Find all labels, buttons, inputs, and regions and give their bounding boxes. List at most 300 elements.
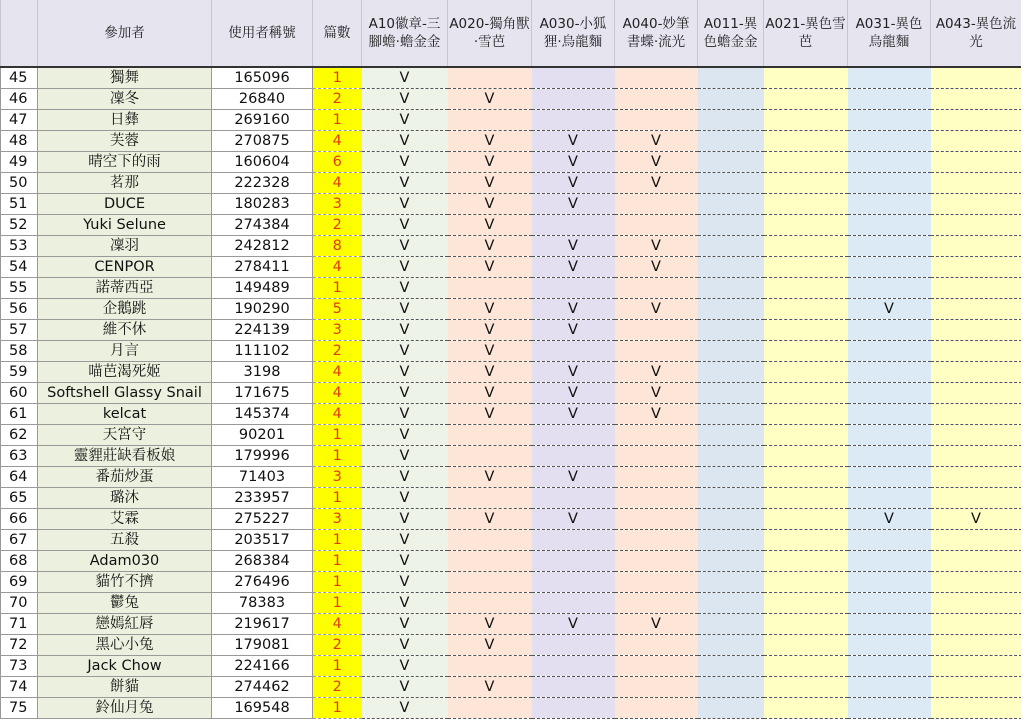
badge-cell-6[interactable] [848, 635, 931, 656]
participant-name-cell[interactable]: 餅貓 [38, 677, 212, 698]
badge-cell-4[interactable] [698, 509, 764, 530]
row-number-cell[interactable]: 69 [1, 572, 38, 593]
participant-name-cell[interactable]: CENPOR [38, 257, 212, 278]
badge-cell-7[interactable] [931, 67, 1021, 89]
badge-cell-4[interactable] [698, 236, 764, 257]
badge-cell-3[interactable]: V [615, 236, 698, 257]
badge-cell-6[interactable] [848, 425, 931, 446]
badge-cell-3[interactable] [615, 635, 698, 656]
badge-cell-1[interactable] [448, 698, 532, 719]
badge-cell-1[interactable]: V [448, 89, 532, 110]
badge-cell-3[interactable]: V [615, 362, 698, 383]
participant-name-cell[interactable]: 鈴仙月兔 [38, 698, 212, 719]
badge-cell-1[interactable]: V [448, 236, 532, 257]
badge-cell-5[interactable] [764, 467, 848, 488]
badge-cell-0[interactable]: V [362, 446, 448, 467]
user-id-cell[interactable]: 71403 [212, 467, 313, 488]
participant-name-cell[interactable]: 日彝 [38, 110, 212, 131]
post-count-cell[interactable]: 2 [313, 635, 362, 656]
badge-cell-5[interactable] [764, 131, 848, 152]
badge-cell-6[interactable] [848, 614, 931, 635]
badge-cell-4[interactable] [698, 488, 764, 509]
badge-cell-0[interactable]: V [362, 593, 448, 614]
badge-cell-1[interactable]: V [448, 509, 532, 530]
badge-cell-6[interactable] [848, 551, 931, 572]
post-count-cell[interactable]: 8 [313, 236, 362, 257]
badge-cell-7[interactable] [931, 446, 1021, 467]
participant-name-cell[interactable]: Adam030 [38, 551, 212, 572]
badge-cell-7[interactable] [931, 341, 1021, 362]
participant-name-cell[interactable]: 天宮守 [38, 425, 212, 446]
participant-name-cell[interactable]: 獨舞 [38, 67, 212, 89]
badge-cell-4[interactable] [698, 551, 764, 572]
badge-cell-6[interactable] [848, 89, 931, 110]
badge-cell-1[interactable] [448, 278, 532, 299]
badge-cell-4[interactable] [698, 530, 764, 551]
badge-cell-3[interactable] [615, 425, 698, 446]
badge-cell-5[interactable] [764, 110, 848, 131]
user-id-cell[interactable]: 165096 [212, 67, 313, 89]
row-number-cell[interactable]: 66 [1, 509, 38, 530]
badge-cell-4[interactable] [698, 89, 764, 110]
post-count-cell[interactable]: 1 [313, 446, 362, 467]
badge-cell-3[interactable] [615, 593, 698, 614]
badge-cell-0[interactable]: V [362, 656, 448, 677]
post-count-cell[interactable]: 3 [313, 509, 362, 530]
participant-name-cell[interactable]: Softshell Glassy Snail [38, 383, 212, 404]
badge-cell-2[interactable] [532, 341, 615, 362]
badge-cell-7[interactable] [931, 278, 1021, 299]
row-number-cell[interactable]: 55 [1, 278, 38, 299]
user-id-cell[interactable]: 242812 [212, 236, 313, 257]
badge-cell-3[interactable] [615, 215, 698, 236]
row-number-cell[interactable]: 60 [1, 383, 38, 404]
badge-cell-4[interactable] [698, 698, 764, 719]
badge-cell-7[interactable] [931, 89, 1021, 110]
row-number-cell[interactable]: 64 [1, 467, 38, 488]
column-header-10[interactable]: A031-異色烏龍麵 [848, 0, 931, 67]
badge-cell-1[interactable]: V [448, 152, 532, 173]
row-number-cell[interactable]: 47 [1, 110, 38, 131]
badge-cell-2[interactable] [532, 656, 615, 677]
badge-cell-4[interactable] [698, 656, 764, 677]
badge-cell-0[interactable]: V [362, 572, 448, 593]
badge-cell-2[interactable]: V [532, 614, 615, 635]
badge-cell-4[interactable] [698, 131, 764, 152]
badge-cell-4[interactable] [698, 152, 764, 173]
badge-cell-7[interactable] [931, 404, 1021, 425]
badge-cell-1[interactable] [448, 593, 532, 614]
badge-cell-5[interactable] [764, 425, 848, 446]
user-id-cell[interactable]: 26840 [212, 89, 313, 110]
participant-name-cell[interactable]: 喵芭渴死姬 [38, 362, 212, 383]
badge-cell-3[interactable] [615, 446, 698, 467]
column-header-3[interactable]: 篇數 [313, 0, 362, 67]
badge-cell-4[interactable] [698, 215, 764, 236]
badge-cell-2[interactable] [532, 635, 615, 656]
badge-cell-6[interactable] [848, 67, 931, 89]
badge-cell-0[interactable]: V [362, 425, 448, 446]
badge-cell-1[interactable]: V [448, 299, 532, 320]
participant-name-cell[interactable]: 芙蓉 [38, 131, 212, 152]
participant-name-cell[interactable]: 戀嫣紅唇 [38, 614, 212, 635]
column-header-1[interactable]: 參加者 [38, 0, 212, 67]
post-count-cell[interactable]: 1 [313, 425, 362, 446]
user-id-cell[interactable]: 224166 [212, 656, 313, 677]
badge-cell-3[interactable]: V [615, 131, 698, 152]
badge-cell-1[interactable]: V [448, 257, 532, 278]
post-count-cell[interactable]: 1 [313, 530, 362, 551]
user-id-cell[interactable]: 90201 [212, 425, 313, 446]
badge-cell-3[interactable] [615, 551, 698, 572]
badge-cell-1[interactable]: V [448, 635, 532, 656]
badge-cell-6[interactable] [848, 320, 931, 341]
badge-cell-0[interactable]: V [362, 551, 448, 572]
badge-cell-5[interactable] [764, 320, 848, 341]
participant-name-cell[interactable]: 茗那 [38, 173, 212, 194]
post-count-cell[interactable]: 4 [313, 383, 362, 404]
badge-cell-2[interactable] [532, 698, 615, 719]
badge-cell-4[interactable] [698, 677, 764, 698]
badge-cell-2[interactable]: V [532, 299, 615, 320]
participant-name-cell[interactable]: 月言 [38, 341, 212, 362]
badge-cell-6[interactable] [848, 446, 931, 467]
participant-name-cell[interactable]: 企鵝跳 [38, 299, 212, 320]
badge-cell-2[interactable]: V [532, 257, 615, 278]
badge-cell-5[interactable] [764, 698, 848, 719]
participant-name-cell[interactable]: Jack Chow [38, 656, 212, 677]
badge-cell-2[interactable]: V [532, 194, 615, 215]
row-number-cell[interactable]: 46 [1, 89, 38, 110]
badge-cell-6[interactable] [848, 572, 931, 593]
badge-cell-7[interactable] [931, 173, 1021, 194]
badge-cell-6[interactable] [848, 488, 931, 509]
user-id-cell[interactable]: 276496 [212, 572, 313, 593]
badge-cell-3[interactable] [615, 110, 698, 131]
column-header-0[interactable] [1, 0, 38, 67]
badge-cell-4[interactable] [698, 110, 764, 131]
badge-cell-3[interactable] [615, 488, 698, 509]
badge-cell-0[interactable]: V [362, 341, 448, 362]
column-header-8[interactable]: A011-異色蟾金金 [698, 0, 764, 67]
user-id-cell[interactable]: 268384 [212, 551, 313, 572]
badge-cell-3[interactable] [615, 341, 698, 362]
row-number-cell[interactable]: 73 [1, 656, 38, 677]
row-number-cell[interactable]: 53 [1, 236, 38, 257]
row-number-cell[interactable]: 59 [1, 362, 38, 383]
badge-cell-6[interactable] [848, 593, 931, 614]
badge-cell-2[interactable]: V [532, 320, 615, 341]
badge-cell-2[interactable] [532, 89, 615, 110]
badge-cell-3[interactable] [615, 677, 698, 698]
badge-cell-7[interactable] [931, 677, 1021, 698]
badge-cell-3[interactable] [615, 89, 698, 110]
column-header-7[interactable]: A040-妙筆書蝶·流光 [615, 0, 698, 67]
badge-cell-3[interactable]: V [615, 152, 698, 173]
badge-cell-0[interactable]: V [362, 152, 448, 173]
badge-cell-2[interactable]: V [532, 173, 615, 194]
badge-cell-0[interactable]: V [362, 110, 448, 131]
user-id-cell[interactable]: 278411 [212, 257, 313, 278]
badge-cell-0[interactable]: V [362, 404, 448, 425]
badge-cell-7[interactable]: V [931, 509, 1021, 530]
badge-cell-7[interactable] [931, 572, 1021, 593]
participant-name-cell[interactable]: 艾霖 [38, 509, 212, 530]
participant-name-cell[interactable]: Yuki Selune [38, 215, 212, 236]
badge-cell-5[interactable] [764, 635, 848, 656]
post-count-cell[interactable]: 1 [313, 593, 362, 614]
badge-cell-0[interactable]: V [362, 131, 448, 152]
badge-cell-1[interactable]: V [448, 194, 532, 215]
badge-cell-4[interactable] [698, 341, 764, 362]
badge-cell-5[interactable] [764, 89, 848, 110]
badge-cell-1[interactable]: V [448, 320, 532, 341]
badge-cell-5[interactable] [764, 593, 848, 614]
badge-cell-3[interactable] [615, 656, 698, 677]
badge-cell-2[interactable] [532, 677, 615, 698]
badge-cell-6[interactable] [848, 656, 931, 677]
row-number-cell[interactable]: 61 [1, 404, 38, 425]
badge-cell-0[interactable]: V [362, 236, 448, 257]
user-id-cell[interactable]: 233957 [212, 488, 313, 509]
badge-cell-0[interactable]: V [362, 67, 448, 89]
badge-cell-2[interactable]: V [532, 509, 615, 530]
row-number-cell[interactable]: 51 [1, 194, 38, 215]
badge-cell-6[interactable] [848, 152, 931, 173]
badge-cell-6[interactable] [848, 236, 931, 257]
user-id-cell[interactable]: 169548 [212, 698, 313, 719]
column-header-9[interactable]: A021-異色雪芭 [764, 0, 848, 67]
badge-cell-1[interactable]: V [448, 383, 532, 404]
badge-cell-1[interactable] [448, 530, 532, 551]
user-id-cell[interactable]: 78383 [212, 593, 313, 614]
post-count-cell[interactable]: 1 [313, 67, 362, 89]
badge-cell-4[interactable] [698, 257, 764, 278]
badge-cell-1[interactable]: V [448, 341, 532, 362]
badge-cell-0[interactable]: V [362, 383, 448, 404]
row-number-cell[interactable]: 49 [1, 152, 38, 173]
badge-cell-1[interactable] [448, 572, 532, 593]
row-number-cell[interactable]: 57 [1, 320, 38, 341]
badge-cell-6[interactable] [848, 383, 931, 404]
post-count-cell[interactable]: 1 [313, 488, 362, 509]
badge-cell-7[interactable] [931, 656, 1021, 677]
badge-cell-4[interactable] [698, 383, 764, 404]
row-number-cell[interactable]: 62 [1, 425, 38, 446]
badge-cell-2[interactable] [532, 593, 615, 614]
post-count-cell[interactable]: 6 [313, 152, 362, 173]
column-header-6[interactable]: A030-小狐狸·烏龍麵 [532, 0, 615, 67]
badge-cell-7[interactable] [931, 152, 1021, 173]
badge-cell-0[interactable]: V [362, 530, 448, 551]
badge-cell-0[interactable]: V [362, 614, 448, 635]
post-count-cell[interactable]: 5 [313, 299, 362, 320]
badge-cell-7[interactable] [931, 257, 1021, 278]
badge-cell-0[interactable]: V [362, 362, 448, 383]
post-count-cell[interactable]: 3 [313, 194, 362, 215]
badge-cell-2[interactable]: V [532, 152, 615, 173]
badge-cell-5[interactable] [764, 257, 848, 278]
badge-cell-2[interactable]: V [532, 404, 615, 425]
badge-cell-4[interactable] [698, 299, 764, 320]
post-count-cell[interactable]: 1 [313, 656, 362, 677]
badge-cell-5[interactable] [764, 383, 848, 404]
badge-cell-1[interactable]: V [448, 131, 532, 152]
badge-cell-1[interactable]: V [448, 677, 532, 698]
badge-cell-6[interactable] [848, 257, 931, 278]
post-count-cell[interactable]: 1 [313, 110, 362, 131]
badge-cell-4[interactable] [698, 194, 764, 215]
badge-cell-5[interactable] [764, 488, 848, 509]
row-number-cell[interactable]: 75 [1, 698, 38, 719]
row-number-cell[interactable]: 71 [1, 614, 38, 635]
user-id-cell[interactable]: 274462 [212, 677, 313, 698]
badge-cell-4[interactable] [698, 173, 764, 194]
badge-cell-5[interactable] [764, 530, 848, 551]
badge-cell-1[interactable]: V [448, 404, 532, 425]
badge-cell-3[interactable]: V [615, 173, 698, 194]
badge-cell-1[interactable]: V [448, 173, 532, 194]
row-number-cell[interactable]: 68 [1, 551, 38, 572]
badge-cell-5[interactable] [764, 194, 848, 215]
post-count-cell[interactable]: 1 [313, 278, 362, 299]
badge-cell-1[interactable] [448, 656, 532, 677]
badge-cell-0[interactable]: V [362, 215, 448, 236]
badge-cell-3[interactable] [615, 320, 698, 341]
participant-name-cell[interactable]: kelcat [38, 404, 212, 425]
badge-cell-3[interactable] [615, 278, 698, 299]
badge-cell-5[interactable] [764, 152, 848, 173]
user-id-cell[interactable]: 179081 [212, 635, 313, 656]
badge-cell-4[interactable] [698, 404, 764, 425]
badge-cell-2[interactable]: V [532, 236, 615, 257]
badge-cell-3[interactable] [615, 467, 698, 488]
badge-cell-6[interactable] [848, 467, 931, 488]
badge-cell-0[interactable]: V [362, 635, 448, 656]
badge-cell-4[interactable] [698, 320, 764, 341]
badge-cell-1[interactable] [448, 446, 532, 467]
badge-cell-7[interactable] [931, 215, 1021, 236]
post-count-cell[interactable]: 2 [313, 341, 362, 362]
post-count-cell[interactable]: 4 [313, 131, 362, 152]
user-id-cell[interactable]: 274384 [212, 215, 313, 236]
badge-cell-3[interactable]: V [615, 257, 698, 278]
participant-name-cell[interactable]: 貓竹不擠 [38, 572, 212, 593]
user-id-cell[interactable]: 160604 [212, 152, 313, 173]
badge-cell-2[interactable] [532, 215, 615, 236]
badge-cell-7[interactable] [931, 194, 1021, 215]
badge-cell-7[interactable] [931, 551, 1021, 572]
badge-cell-3[interactable]: V [615, 383, 698, 404]
participant-name-cell[interactable]: 黑心小兔 [38, 635, 212, 656]
badge-cell-6[interactable] [848, 530, 931, 551]
row-number-cell[interactable]: 48 [1, 131, 38, 152]
badge-cell-6[interactable] [848, 404, 931, 425]
badge-cell-3[interactable] [615, 698, 698, 719]
user-id-cell[interactable]: 219617 [212, 614, 313, 635]
post-count-cell[interactable]: 2 [313, 677, 362, 698]
badge-cell-4[interactable] [698, 425, 764, 446]
badge-cell-7[interactable] [931, 320, 1021, 341]
badge-cell-7[interactable] [931, 362, 1021, 383]
badge-cell-7[interactable] [931, 236, 1021, 257]
badge-cell-6[interactable] [848, 341, 931, 362]
post-count-cell[interactable]: 4 [313, 362, 362, 383]
badge-cell-5[interactable] [764, 173, 848, 194]
post-count-cell[interactable]: 1 [313, 698, 362, 719]
badge-cell-2[interactable] [532, 551, 615, 572]
badge-cell-2[interactable]: V [532, 362, 615, 383]
badge-cell-1[interactable] [448, 551, 532, 572]
user-id-cell[interactable]: 190290 [212, 299, 313, 320]
badge-cell-5[interactable] [764, 572, 848, 593]
participant-name-cell[interactable]: 璐沐 [38, 488, 212, 509]
badge-cell-0[interactable]: V [362, 320, 448, 341]
badge-cell-2[interactable] [532, 488, 615, 509]
badge-cell-0[interactable]: V [362, 257, 448, 278]
badge-cell-6[interactable] [848, 278, 931, 299]
badge-cell-3[interactable] [615, 572, 698, 593]
badge-cell-2[interactable] [532, 110, 615, 131]
badge-cell-5[interactable] [764, 446, 848, 467]
row-number-cell[interactable]: 63 [1, 446, 38, 467]
badge-cell-6[interactable] [848, 194, 931, 215]
row-number-cell[interactable]: 50 [1, 173, 38, 194]
badge-cell-1[interactable] [448, 425, 532, 446]
post-count-cell[interactable]: 4 [313, 614, 362, 635]
post-count-cell[interactable]: 4 [313, 404, 362, 425]
badge-cell-4[interactable] [698, 278, 764, 299]
badge-cell-1[interactable]: V [448, 362, 532, 383]
badge-cell-6[interactable] [848, 131, 931, 152]
badge-cell-7[interactable] [931, 467, 1021, 488]
badge-cell-6[interactable] [848, 698, 931, 719]
column-header-4[interactable]: A10徽章-三腳蟾·蟾金金 [362, 0, 448, 67]
badge-cell-5[interactable] [764, 677, 848, 698]
user-id-cell[interactable]: 203517 [212, 530, 313, 551]
badge-cell-6[interactable]: V [848, 509, 931, 530]
row-number-cell[interactable]: 72 [1, 635, 38, 656]
badge-cell-5[interactable] [764, 341, 848, 362]
badge-cell-7[interactable] [931, 488, 1021, 509]
user-id-cell[interactable]: 171675 [212, 383, 313, 404]
badge-cell-0[interactable]: V [362, 509, 448, 530]
badge-cell-0[interactable]: V [362, 278, 448, 299]
badge-cell-3[interactable] [615, 530, 698, 551]
row-number-cell[interactable]: 65 [1, 488, 38, 509]
badge-cell-6[interactable] [848, 215, 931, 236]
badge-cell-0[interactable]: V [362, 194, 448, 215]
row-number-cell[interactable]: 74 [1, 677, 38, 698]
badge-cell-4[interactable] [698, 446, 764, 467]
badge-cell-7[interactable] [931, 593, 1021, 614]
badge-cell-5[interactable] [764, 215, 848, 236]
badge-cell-2[interactable] [532, 67, 615, 89]
badge-cell-0[interactable]: V [362, 467, 448, 488]
badge-cell-5[interactable] [764, 509, 848, 530]
row-number-cell[interactable]: 54 [1, 257, 38, 278]
badge-cell-3[interactable]: V [615, 404, 698, 425]
post-count-cell[interactable]: 2 [313, 215, 362, 236]
badge-cell-4[interactable] [698, 635, 764, 656]
participant-name-cell[interactable]: 凜冬 [38, 89, 212, 110]
badge-cell-2[interactable] [532, 530, 615, 551]
user-id-cell[interactable]: 180283 [212, 194, 313, 215]
row-number-cell[interactable]: 58 [1, 341, 38, 362]
row-number-cell[interactable]: 56 [1, 299, 38, 320]
row-number-cell[interactable]: 67 [1, 530, 38, 551]
post-count-cell[interactable]: 3 [313, 467, 362, 488]
